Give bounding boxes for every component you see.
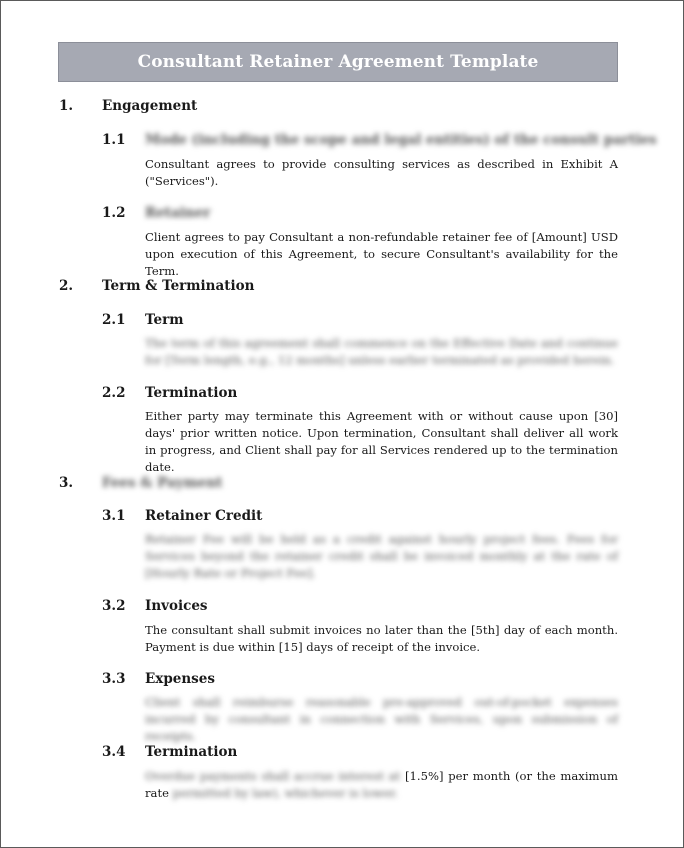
subsection-number: 3.2 (102, 598, 126, 614)
subsection-title-redacted: Mode (including the scope and legal entities) of the consult parties (145, 132, 657, 148)
subsection-number: 1.1 (102, 132, 126, 148)
section-title: Term & Termination (102, 278, 255, 294)
redacted-text: Overdue payments shall accrue interest at (145, 769, 401, 783)
subsection-number: 2.1 (102, 312, 126, 328)
visible-text: [1.5%] per month (or the maximum rate (145, 769, 618, 800)
subsection-title-redacted: Retainer (145, 205, 211, 221)
clause-text-redacted: The term of this agreement shall commence on the Effective Date and continue for [Term length, e.g., 12 months] unless earlier terminated as provided herein. (145, 336, 618, 367)
subsection-title: Termination (145, 385, 238, 401)
subsection-title: Termination (145, 744, 238, 760)
clause-text (145, 768, 618, 802)
subsection-title: Invoices (145, 598, 208, 614)
subsection-title: Term (145, 312, 184, 328)
subsection-number: 3.4 (102, 744, 126, 760)
subsection-number: 1.2 (102, 205, 126, 221)
subsection-number: 3.1 (102, 508, 126, 524)
subsection-title: Retainer Credit (145, 508, 263, 524)
subsection-number: 3.3 (102, 671, 126, 687)
section-number: 1. (59, 98, 74, 114)
section-title-redacted: Fees & Payment (102, 475, 223, 491)
title-banner (58, 42, 618, 82)
redacted-text: permitted by law), whichever is lower. (172, 786, 398, 800)
clause-text: Consultant agrees to provide consulting services as described in Exhibit A ("Services"). (145, 157, 618, 188)
subsection-title: Expenses (145, 671, 215, 687)
clause-text-redacted: Retainer Fee will be held as a credit against hourly project fees. Fees for Services beyond the retainer credit shall be invoiced monthly at the rate of [Hourly Rate or Project Fee]. (145, 532, 618, 580)
section-title: Engagement (102, 98, 198, 114)
clause-text: Client agrees to pay Consultant a non-refundable retainer fee of [Amount] USD upon execution of this Agreement, to secure Consultant's availability for the Term. (145, 230, 618, 278)
clause-text-redacted: Client shall reimburse reasonable pre-approved out-of-pocket expenses incurred by consultant in connection with Services, upon submission of receipts. (145, 695, 618, 743)
clause-text: The consultant shall submit invoices no later than the [5th] day of each month. Payment is due within [15] days of receipt of the invoice. (145, 623, 618, 654)
section-number: 2. (59, 278, 74, 294)
subsection-number: 2.2 (102, 385, 126, 401)
clause-text: Either party may terminate this Agreement with or without cause upon [30] days' prior written notice. Upon termination, Consultant shall deliver all work in progress, and Client shall pay for all Services rendered up to the termination date. (145, 409, 618, 474)
document-title: Consultant Retainer Agreement Template (137, 52, 539, 72)
section-number: 3. (59, 475, 74, 491)
